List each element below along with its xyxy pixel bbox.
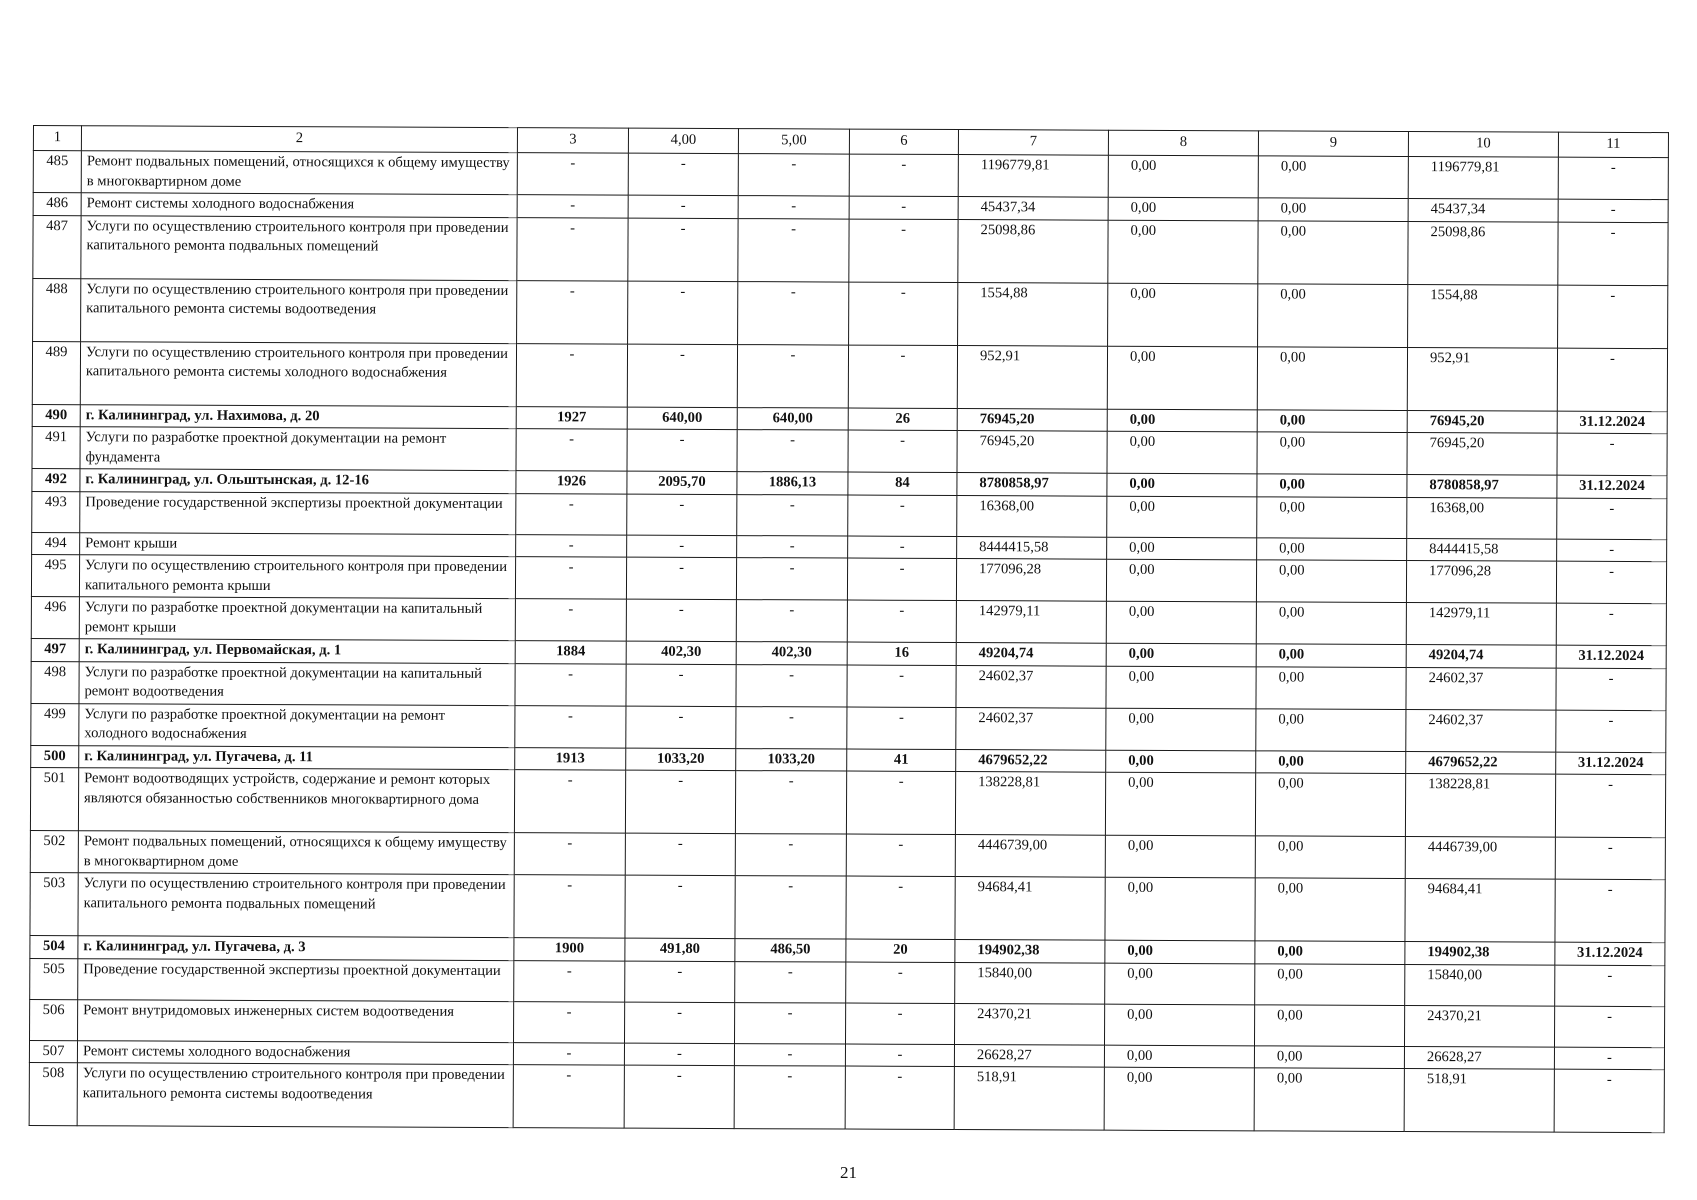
col-11-cell: -: [1557, 433, 1667, 475]
col-5-cell: -: [737, 494, 848, 535]
col-3-cell: -: [516, 343, 627, 406]
col-10-cell: 24602,37: [1406, 709, 1556, 752]
col-6-cell: 26: [848, 408, 957, 431]
col-3-cell: 1900: [514, 938, 625, 961]
col-7-cell: 76945,20: [957, 431, 1107, 474]
col-3-cell: -: [514, 875, 625, 938]
col-7-cell: 16368,00: [957, 495, 1107, 537]
col-7-cell: 25098,86: [958, 219, 1108, 283]
col-4-cell: -: [628, 218, 738, 281]
col-4-cell: -: [625, 833, 735, 875]
row-number-cell: 503: [30, 872, 78, 935]
work-description-cell: г. Калининград, ул. Нахимова, д. 20: [80, 404, 516, 428]
row-number-cell: 495: [31, 554, 79, 596]
col-9-cell: 0,00: [1255, 836, 1405, 879]
col-7-cell: 518,91: [954, 1067, 1104, 1131]
col-6-cell: -: [846, 962, 955, 1003]
col-11-cell: -: [1556, 603, 1666, 645]
table-row: [29, 1062, 1664, 1132]
col-11-cell: 31.12.2024: [1557, 475, 1667, 498]
col-4-cell: -: [626, 599, 736, 641]
col-10-cell: 24602,37: [1406, 667, 1556, 710]
col-10-cell: 1554,88: [1408, 284, 1558, 348]
col-3-cell: 1927: [516, 406, 627, 429]
work-description-cell: Ремонт крыши: [80, 532, 516, 556]
col-3-cell: -: [513, 1065, 624, 1128]
col-7-cell: 194902,38: [955, 940, 1105, 963]
col-5-cell: -: [737, 535, 848, 558]
work-description-cell: Услуги по осуществлению строительного контроля при проведении капитального ремонта системы водоотведения: [81, 278, 517, 343]
col-6-cell: -: [847, 600, 956, 642]
col-5-cell: -: [736, 558, 847, 600]
col-7-cell: 8444415,58: [957, 536, 1107, 559]
col-4-cell: 491,80: [625, 938, 735, 961]
col-5-cell: -: [734, 1043, 845, 1066]
col-8-cell: 0,00: [1107, 346, 1257, 410]
col-5-cell: -: [735, 834, 846, 876]
col-5-cell: -: [738, 281, 849, 344]
page-number: 21: [840, 1163, 857, 1182]
work-description-cell: г. Калининград, ул. Пугачева, д. 3: [78, 936, 514, 960]
col-9-cell: 0,00: [1258, 283, 1408, 347]
col-8-cell: 0,00: [1104, 1004, 1254, 1046]
col-5-cell: 402,30: [736, 642, 847, 665]
work-description-cell: Ремонт системы холодного водоснабжения: [81, 193, 517, 217]
work-description-cell: Услуги по разработке проектной документации на капитальный ремонт крыши: [79, 597, 515, 641]
work-description-cell: Услуги по разработке проектной документации на капитальный ремонт водоотведения: [79, 661, 515, 705]
col-7-cell: 26628,27: [954, 1044, 1104, 1067]
row-number-cell: 497: [31, 638, 79, 661]
row-number-cell: 491: [32, 426, 80, 468]
col-3-cell: -: [516, 534, 627, 557]
row-number-cell: 487: [33, 215, 81, 278]
work-description-cell: Ремонт подвальных помещений, относящихся к общему имуществу в многоквартирном доме: [81, 151, 517, 195]
row-number-cell: 505: [30, 958, 78, 999]
col-10-cell: 24370,21: [1404, 1005, 1554, 1047]
header-cell: 11: [1558, 132, 1668, 157]
col-6-cell: -: [849, 154, 958, 196]
col-4-cell: -: [627, 344, 737, 407]
header-cell: 10: [1408, 132, 1558, 158]
col-6-cell: 16: [847, 642, 956, 665]
col-4-cell: -: [626, 706, 736, 748]
col-8-cell: 0,00: [1105, 877, 1255, 941]
col-3-cell: -: [513, 1042, 624, 1065]
col-7-cell: 24370,21: [954, 1003, 1104, 1045]
col-7-cell: 138228,81: [955, 772, 1105, 836]
table-row: [30, 830, 1665, 879]
col-8-cell: 0,00: [1108, 283, 1258, 347]
col-9-cell: 0,00: [1258, 220, 1408, 284]
col-7-cell: 24602,37: [956, 665, 1106, 708]
row-number-cell: 490: [32, 404, 80, 427]
col-6-cell: -: [845, 1044, 954, 1067]
col-5-cell: -: [738, 196, 849, 219]
table-body: [29, 126, 1668, 1133]
col-3-cell: -: [517, 280, 628, 343]
col-4-cell: -: [625, 961, 735, 1002]
col-11-cell: -: [1555, 837, 1665, 879]
col-8-cell: 0,00: [1107, 431, 1257, 474]
col-11-cell: -: [1557, 348, 1667, 411]
header-cell: 8: [1108, 130, 1258, 156]
col-7-cell: 1196779,81: [958, 155, 1108, 198]
col-10-cell: 76945,20: [1407, 432, 1557, 475]
col-7-cell: 24602,37: [956, 707, 1106, 750]
col-3-cell: -: [516, 493, 627, 534]
col-5-cell: -: [738, 154, 849, 196]
header-cell: 7: [958, 130, 1108, 156]
col-8-cell: 0,00: [1108, 155, 1258, 198]
col-6-cell: 20: [846, 939, 955, 962]
table-row: [32, 426, 1667, 475]
col-3-cell: -: [514, 960, 625, 1001]
col-5-cell: -: [735, 1002, 846, 1043]
col-4-cell: -: [628, 195, 738, 218]
col-5-cell: -: [738, 218, 849, 281]
col-8-cell: 0,00: [1105, 772, 1255, 836]
col-7-cell: 49204,74: [956, 643, 1106, 666]
table-row: [30, 958, 1665, 1006]
col-3-cell: -: [516, 429, 627, 471]
col-6-cell: -: [848, 345, 957, 408]
col-3-cell: -: [514, 770, 625, 833]
col-10-cell: 25098,86: [1408, 221, 1558, 285]
col-8-cell: 0,00: [1106, 601, 1256, 644]
col-6-cell: -: [848, 536, 957, 559]
header-cell: 9: [1258, 131, 1408, 157]
col-11-cell: -: [1557, 498, 1667, 539]
col-11-cell: -: [1554, 1069, 1664, 1132]
col-9-cell: 0,00: [1254, 1068, 1404, 1132]
col-3-cell: -: [517, 195, 628, 218]
work-description-cell: Услуги по разработке проектной документации на ремонт фундамента: [80, 427, 516, 471]
col-8-cell: 0,00: [1106, 559, 1256, 602]
row-number-cell: 499: [31, 703, 79, 745]
col-9-cell: 0,00: [1257, 496, 1407, 538]
col-5-cell: -: [737, 344, 848, 407]
col-7-cell: 952,91: [957, 345, 1107, 409]
work-description-cell: Услуги по разработке проектной документации на ремонт холодного водоснабжения: [79, 703, 515, 747]
col-9-cell: 0,00: [1257, 346, 1407, 410]
col-6-cell: -: [847, 665, 956, 707]
col-7-cell: 4679652,22: [956, 749, 1106, 772]
table-row: [31, 661, 1666, 710]
col-11-cell: -: [1556, 668, 1666, 710]
col-8-cell: 0,00: [1106, 666, 1256, 709]
work-description-cell: Проведение государственной экспертизы проектной документации: [78, 958, 514, 1001]
col-3-cell: 1913: [515, 747, 626, 770]
col-6-cell: -: [849, 196, 958, 219]
row-number-cell: 508: [29, 1062, 77, 1125]
col-6-cell: -: [847, 558, 956, 600]
table-row: [33, 278, 1668, 348]
col-5-cell: 640,00: [737, 407, 848, 430]
col-5-cell: -: [735, 876, 846, 939]
col-11-cell: 31.12.2024: [1555, 942, 1665, 965]
col-8-cell: 0,00: [1105, 835, 1255, 878]
header-cell: 1: [33, 126, 81, 151]
work-description-cell: Ремонт внутридомовых инженерных систем водоотведения: [78, 999, 514, 1042]
row-number-cell: 500: [31, 745, 79, 768]
col-4-cell: -: [628, 281, 738, 344]
col-8-cell: 0,00: [1107, 537, 1257, 560]
col-9-cell: 0,00: [1256, 560, 1406, 603]
col-3-cell: -: [515, 557, 626, 599]
col-11-cell: -: [1555, 879, 1665, 942]
col-11-cell: -: [1558, 222, 1668, 285]
col-7-cell: 4446739,00: [955, 835, 1105, 878]
col-3-cell: -: [514, 833, 625, 875]
col-6-cell: -: [846, 834, 955, 876]
header-cell: 4,00: [628, 128, 738, 153]
col-9-cell: 0,00: [1256, 750, 1406, 773]
work-description-cell: Ремонт подвальных помещений, относящихся к общему имуществу в многоквартирном доме: [78, 831, 514, 875]
col-4-cell: -: [626, 557, 736, 599]
col-4-cell: -: [625, 770, 735, 833]
row-number-cell: 492: [32, 468, 80, 491]
col-9-cell: 0,00: [1258, 198, 1408, 221]
col-3-cell: -: [517, 153, 628, 195]
col-8-cell: 0,00: [1107, 496, 1257, 538]
col-10-cell: 194902,38: [1405, 941, 1555, 964]
col-4-cell: -: [627, 535, 737, 558]
row-number-cell: 498: [31, 661, 79, 703]
col-8-cell: 0,00: [1104, 1067, 1254, 1131]
col-5-cell: -: [735, 961, 846, 1002]
header-cell: 5,00: [738, 129, 849, 154]
col-4-cell: 2095,70: [627, 471, 737, 494]
work-description-cell: Услуги по осуществлению строительного контроля при проведении капитального ремонта подвальных помещений: [81, 215, 517, 280]
col-7-cell: 94684,41: [955, 877, 1105, 941]
col-10-cell: 8444415,58: [1407, 538, 1557, 561]
work-description-cell: г. Калининград, ул. Пугачева, д. 11: [79, 745, 515, 769]
row-number-cell: 486: [33, 193, 81, 216]
col-11-cell: -: [1556, 710, 1666, 752]
col-7-cell: 8780858,97: [957, 473, 1107, 496]
col-11-cell: -: [1558, 199, 1668, 222]
col-10-cell: 138228,81: [1405, 773, 1555, 837]
col-5-cell: -: [736, 600, 847, 642]
col-9-cell: 0,00: [1257, 409, 1407, 432]
col-7-cell: 142979,11: [956, 601, 1106, 644]
work-description-cell: Услуги по осуществлению строительного контроля при проведении капитального ремонта крыши: [79, 555, 515, 599]
col-3-cell: -: [515, 663, 626, 705]
work-description-cell: Услуги по осуществлению строительного контроля при проведении капитального ремонта системы холодного водоснабжения: [80, 341, 516, 406]
col-11-cell: -: [1557, 539, 1667, 562]
work-description-cell: Проведение государственной экспертизы проектной документации: [80, 491, 516, 534]
col-7-cell: 15840,00: [955, 962, 1105, 1004]
col-8-cell: 0,00: [1106, 643, 1256, 666]
row-number-cell: 502: [30, 830, 78, 872]
col-3-cell: 1926: [516, 471, 627, 494]
col-6-cell: -: [848, 495, 957, 536]
col-3-cell: -: [515, 599, 626, 641]
repair-register-table: [29, 125, 1669, 1133]
col-6-cell: 41: [847, 749, 956, 772]
col-5-cell: 1033,20: [736, 748, 847, 771]
col-5-cell: 1886,13: [737, 472, 848, 495]
col-9-cell: 0,00: [1255, 878, 1405, 942]
col-7-cell: 1554,88: [958, 282, 1108, 346]
col-8-cell: 0,00: [1108, 220, 1258, 284]
work-description-cell: г. Калининград, ул. Ольштынская, д. 12-16: [80, 469, 516, 493]
col-4-cell: -: [628, 153, 738, 195]
col-10-cell: 952,91: [1407, 347, 1557, 411]
row-number-cell: 507: [29, 1040, 77, 1063]
col-11-cell: -: [1556, 561, 1666, 603]
col-11-cell: -: [1554, 1047, 1664, 1070]
col-10-cell: 142979,11: [1406, 602, 1556, 645]
col-3-cell: -: [517, 217, 628, 280]
row-number-cell: 493: [32, 491, 80, 532]
col-10-cell: 8780858,97: [1407, 474, 1557, 497]
col-7-cell: 45437,34: [958, 197, 1108, 220]
col-8-cell: 0,00: [1105, 963, 1255, 1005]
work-description-cell: г. Калининград, ул. Первомайская, д. 1: [79, 639, 515, 663]
header-cell: 3: [517, 128, 628, 153]
col-8-cell: 0,00: [1106, 708, 1256, 751]
col-4-cell: -: [625, 875, 735, 938]
col-4-cell: -: [625, 1002, 735, 1043]
col-9-cell: 0,00: [1256, 708, 1406, 751]
col-11-cell: -: [1555, 774, 1665, 837]
col-9-cell: 0,00: [1257, 474, 1407, 497]
col-4-cell: -: [624, 1043, 734, 1066]
col-11-cell: -: [1555, 965, 1665, 1006]
table-row: [31, 703, 1666, 752]
header-cell: 2: [81, 126, 517, 153]
col-6-cell: -: [849, 282, 958, 345]
col-4-cell: -: [624, 1065, 734, 1128]
col-8-cell: 0,00: [1108, 197, 1258, 220]
row-number-cell: 494: [32, 532, 80, 555]
col-10-cell: 94684,41: [1405, 878, 1555, 942]
table-row: [33, 151, 1668, 200]
row-number-cell: 485: [33, 151, 81, 193]
col-10-cell: 49204,74: [1406, 644, 1556, 667]
col-6-cell: -: [848, 430, 957, 472]
col-9-cell: 0,00: [1256, 666, 1406, 709]
row-number-cell: 496: [31, 596, 79, 638]
col-8-cell: 0,00: [1104, 1045, 1254, 1068]
col-10-cell: 16368,00: [1407, 497, 1557, 539]
col-11-cell: -: [1558, 285, 1668, 348]
col-9-cell: 0,00: [1255, 963, 1405, 1005]
col-11-cell: -: [1558, 157, 1668, 199]
col-9-cell: 0,00: [1254, 1004, 1404, 1046]
col-6-cell: -: [849, 219, 958, 282]
table-row: [30, 767, 1665, 837]
col-11-cell: 31.12.2024: [1556, 645, 1666, 668]
col-5-cell: -: [734, 1066, 845, 1129]
col-10-cell: 518,91: [1404, 1068, 1554, 1132]
work-description-cell: Ремонт водоотводящих устройств, содержание и ремонт которых являются обязанностью собственников многоквартирного дома: [78, 768, 514, 833]
col-10-cell: 76945,20: [1407, 410, 1557, 433]
table-row: [33, 215, 1668, 285]
col-6-cell: -: [846, 876, 955, 939]
col-11-cell: 31.12.2024: [1557, 411, 1667, 434]
col-5-cell: 486,50: [735, 939, 846, 962]
col-11-cell: -: [1554, 1006, 1664, 1047]
col-4-cell: 1033,20: [626, 748, 736, 771]
table-row: [32, 341, 1667, 411]
col-10-cell: 177096,28: [1406, 560, 1556, 603]
col-5-cell: -: [735, 771, 846, 834]
col-4-cell: 640,00: [627, 407, 737, 430]
col-11-cell: 31.12.2024: [1556, 752, 1666, 775]
work-description-cell: Ремонт системы холодного водоснабжения: [77, 1040, 513, 1064]
table-row: [30, 999, 1665, 1047]
col-10-cell: 26628,27: [1404, 1046, 1554, 1069]
col-8-cell: 0,00: [1107, 409, 1257, 432]
work-description-cell: Услуги по осуществлению строительного контроля при проведении капитального ремонта подвальных помещений: [78, 873, 514, 938]
col-8-cell: 0,00: [1106, 750, 1256, 773]
table-row: [30, 872, 1665, 942]
col-6-cell: -: [847, 707, 956, 749]
col-3-cell: -: [515, 705, 626, 747]
table-row: [31, 596, 1666, 645]
col-9-cell: 0,00: [1255, 773, 1405, 837]
col-9-cell: 0,00: [1256, 602, 1406, 645]
col-8-cell: 0,00: [1105, 940, 1255, 963]
col-10-cell: 4446739,00: [1405, 836, 1555, 879]
row-number-cell: 488: [33, 278, 81, 341]
col-4-cell: -: [626, 664, 736, 706]
col-7-cell: 177096,28: [956, 559, 1106, 602]
col-5-cell: -: [736, 706, 847, 748]
col-10-cell: 4679652,22: [1406, 751, 1556, 774]
row-number-cell: 501: [30, 767, 78, 830]
col-6-cell: -: [846, 771, 955, 834]
col-3-cell: -: [514, 1001, 625, 1042]
col-5-cell: -: [736, 664, 847, 706]
col-9-cell: 0,00: [1256, 644, 1406, 667]
table-row: [31, 554, 1666, 603]
col-6-cell: 84: [848, 472, 957, 495]
col-9-cell: 0,00: [1257, 432, 1407, 475]
header-cell: 6: [849, 129, 958, 154]
table-row: [32, 491, 1667, 539]
col-10-cell: 45437,34: [1408, 199, 1558, 222]
col-10-cell: 1196779,81: [1408, 157, 1558, 200]
col-6-cell: -: [845, 1066, 954, 1129]
col-8-cell: 0,00: [1107, 473, 1257, 496]
work-description-cell: Услуги по осуществлению строительного контроля при проведении капитального ремонта системы водоотведения: [77, 1063, 513, 1128]
row-number-cell: 504: [30, 935, 78, 958]
col-4-cell: 402,30: [626, 641, 736, 664]
row-number-cell: 489: [32, 341, 80, 404]
col-10-cell: 15840,00: [1405, 964, 1555, 1006]
col-9-cell: 0,00: [1255, 941, 1405, 964]
col-5-cell: -: [737, 430, 848, 472]
col-3-cell: 1884: [515, 641, 626, 664]
col-4-cell: -: [627, 429, 737, 471]
col-9-cell: 0,00: [1258, 156, 1408, 199]
col-4-cell: -: [627, 494, 737, 535]
col-9-cell: 0,00: [1257, 537, 1407, 560]
col-9-cell: 0,00: [1254, 1045, 1404, 1068]
col-6-cell: -: [845, 1003, 954, 1044]
col-7-cell: 76945,20: [957, 408, 1107, 431]
row-number-cell: 506: [30, 999, 78, 1040]
